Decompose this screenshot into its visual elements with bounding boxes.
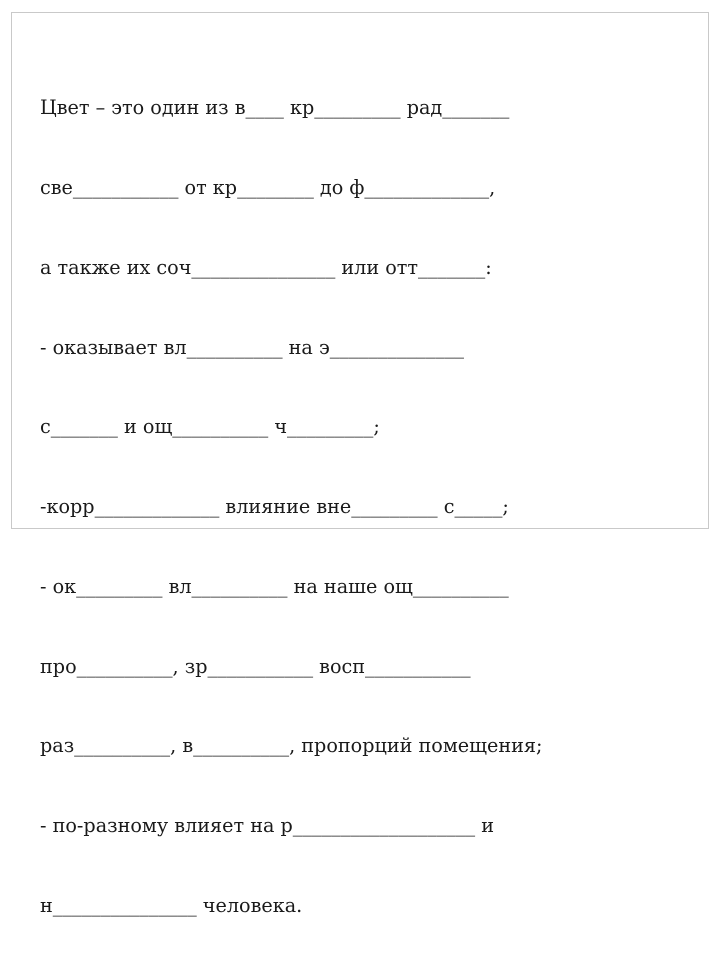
text-line: раз__________, в__________, пропорций помещения; xyxy=(40,734,543,758)
text-line: с_______ и ощ__________ ч_________; xyxy=(40,415,380,439)
text-line: Цвет – это один из в____ кр_________ рад_______ xyxy=(40,96,510,120)
text-line: све___________ от кр________ до ф_____________, xyxy=(40,175,496,199)
text-line: - ок_________ вл__________ на наше ощ__________ xyxy=(40,574,509,598)
text-line: н_______________ человека. xyxy=(40,894,303,917)
text-line: -корр_____________ влияние вне_________ с_____; xyxy=(40,495,509,519)
worksheet-text xyxy=(40,42,710,973)
text-line: - по-разному влияет на р___________________ и xyxy=(40,814,494,838)
text-line: - оказывает вл__________ на э______________ xyxy=(40,335,465,359)
text-line: а также их соч_______________ или отт_______: xyxy=(40,255,492,279)
text-line: про__________, зр___________ восп___________ xyxy=(40,654,471,678)
